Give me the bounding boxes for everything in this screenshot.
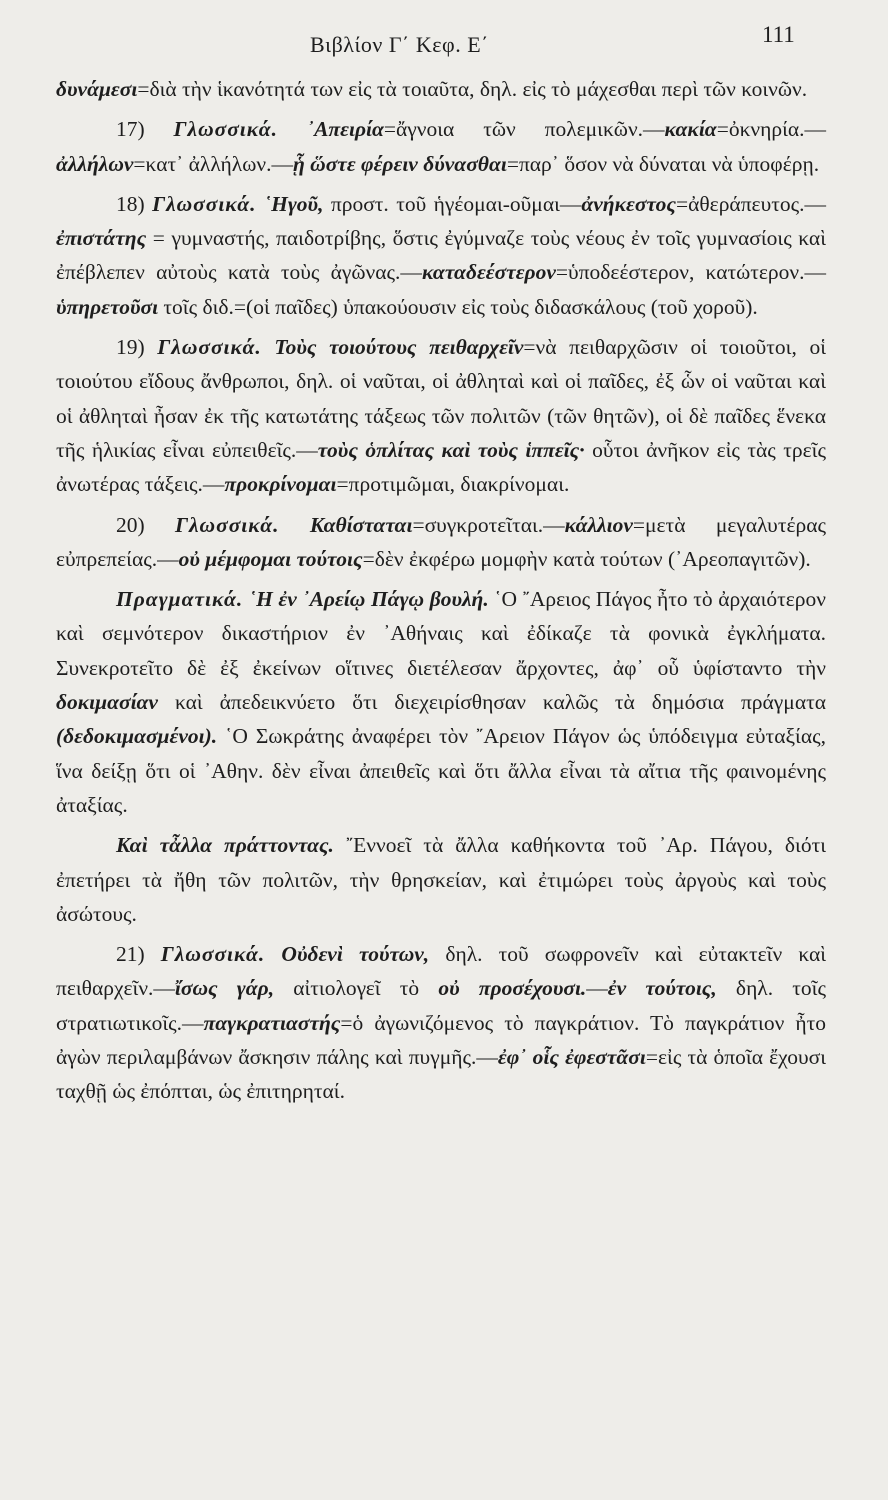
text-run: 19) (116, 335, 158, 360)
text-run: οὗτοι ἀνῆκον εἰς τὰς τρεῖς ἀνωτέρας τάξεις.— (56, 437, 826, 497)
text-run (280, 513, 310, 537)
section-label: Γλωσσικά. (152, 191, 257, 216)
section-label: Γλωσσικά. (160, 942, 266, 967)
paragraph-p18 (56, 187, 826, 324)
text-run: =ἀθεράπευτος.— (675, 191, 827, 216)
text-run: =παρ᾿ ὅσον νὰ δύναται νὰ ὑποφέρῃ. (506, 151, 820, 176)
text-run: 20) (116, 512, 176, 537)
lemma-text: καταδεέστερον (421, 260, 556, 285)
text-run (262, 335, 275, 359)
running-title: Βιβλίον Γ΄ Κεφ. Ε΄ (310, 32, 489, 57)
lemma-text: ἀνήκεστος (581, 191, 676, 216)
lemma-text: ἐν τούτοις, (607, 976, 717, 1001)
text-run: =εἰς τὰ ὁποῖα ἔχουσι ταχθῇ ὡς ἐπόπται, ὡς ἐπιτηρηταί. (56, 1045, 826, 1104)
paragraph-p0 (56, 72, 826, 106)
text-run (278, 117, 307, 141)
lemma-text: οὐ προσέχουσι. (438, 976, 587, 1001)
paragraph-p17 (56, 112, 826, 181)
paragraph-p19 (56, 330, 826, 501)
text-run: 21) (116, 942, 161, 967)
text-run: — (586, 976, 608, 1001)
paragraph-p21 (56, 937, 826, 1108)
text-run: =μετὰ μεγαλυτέρας εὐπρεπείας.— (56, 512, 827, 571)
text-run: δηλ. τοῦ σωφρονεῖν καὶ εὐτακτεῖν καὶ πειθαρχεῖν.— (56, 942, 827, 1001)
text-run (257, 192, 264, 216)
lemma-text: Τοὺς τοιούτους πειθαρχεῖν (274, 335, 524, 360)
lemma-text: παγκρατιαστής (203, 1010, 341, 1035)
lemma-text: (δεδοκιμασμένοι). (56, 724, 218, 749)
text-run: τοῖς διδ.=(οἱ παῖδες) ὑπακούουσιν εἰς τοὺς διδασκάλους (τοῦ χοροῦ). (158, 294, 758, 319)
lemma-text: ἀλλήλων (56, 151, 134, 176)
text-run: 18) (116, 191, 153, 216)
lemma-text: ἐπιστάτης (56, 226, 147, 251)
paragraph-pPrag (56, 582, 826, 822)
lemma-text: ᾗ ὥστε φέρειν δύνασθαι (292, 151, 507, 176)
paragraph-pKai (56, 828, 826, 931)
text-run: =νὰ πειθαρχῶσιν οἱ τοιοῦτοι, οἱ τοιούτου εἴδους ἄνθρωποι, δηλ. οἱ ναῦται, οἱ ἀθληταὶ καὶ οἱ παῖδες, ἐξ ὧν οἱ ναῦται καὶ οἱ ἀθληταὶ ἦσαν ἐκ τῆς κατωτάτης τάξεως τῶν πολιτῶν (τῶν θητῶν), οἱ δὲ παῖδες ἕνεκα τῆς ἡλικίας εἶναι εὐπειθεῖς.— (56, 335, 826, 462)
text-run: =διὰ τὴν ἱκανότητά των εἰς τὰ τοιαῦτα, δηλ. εἰς τὸ μάχεσθαι περὶ τῶν κοινῶν. (137, 77, 808, 101)
text-run: ῎Εννοεῖ τὰ ἄλλα καθήκοντα τοῦ ᾿Αρ. Πάγου, διότι ἐπετήρει τὰ ἤθη τῶν πολιτῶν, τὴν θρησκείαν, καὶ ἐτιμώρει τοὺς ἀργοὺς καὶ τοὺς ἀσώτους. (56, 833, 826, 926)
text-run: =ὑποδεέστερον, κατώτερον.— (555, 260, 826, 285)
text-run: =ἄγνοια τῶν πολεμικῶν.— (383, 117, 665, 142)
text-run: καὶ ἀπεδεικνύετο ὅτι διεχειρίσθησαν καλῶς τὰ δημόσια πράγματα (157, 690, 826, 715)
lemma-text: τοὺς ὁπλίτας καὶ τοὺς ἱππεῖς· (317, 437, 585, 462)
lemma-text: ὑπηρετοῦσι (56, 294, 159, 319)
text-run: 17) (116, 117, 174, 142)
lemma-text: ἐφ᾿ οἷς ἐφεστᾶσι (497, 1045, 646, 1070)
text-run: =ὁ ἀγωνιζόμενος τὸ παγκράτιον. Τὸ παγκράτιον ἦτο ἀγὼν περιλαμβάνων ἄσκησιν πάλης καὶ πυγμῆς.— (56, 1010, 826, 1070)
lemma-text: δοκιμασίαν (56, 690, 158, 715)
text-run: =δὲν ἐκφέρω μομφὴν κατὰ τούτων (᾿Αρεοπαγιτῶν). (362, 546, 811, 571)
text-run (265, 942, 281, 966)
section-label: Γλωσσικά. (157, 335, 262, 360)
lemma-text: δυνάμεσι (56, 77, 138, 101)
text-run: ῾Ο ῎Αρειος Πάγος ἦτο τὸ ἀρχαιότερον καὶ σεμνότερον δικαστήριον ἐν ᾿Αθήναις καὶ ἐδίκαζε τὰ φονικὰ ἐγκλήματα. Συνεκροτεῖτο δὲ ἐξ ἐκείνων οἵτινες διετέλεσαν ἄρχοντες, ἀφ᾿ οὗ ὑφίσταντο τὴν (56, 587, 826, 680)
lemma-text: οὐ μέμφομαι τούτοις (178, 546, 363, 571)
lemma-text: κάλλιον (564, 512, 633, 537)
text-run: =ὀκνηρία.— (716, 117, 827, 142)
text-run: δηλ. τοῖς στρατιωτικοῖς.— (56, 976, 826, 1035)
text-run: αἰτιολογεῖ τὸ (274, 976, 439, 1001)
lemma-text: προκρίνομαι (224, 472, 337, 497)
lemma-text: κακία (664, 117, 717, 142)
lemma-text: ἴσως γάρ, (174, 976, 275, 1001)
lemma-text: Οὐδενὶ τούτων, (281, 942, 430, 967)
page-number: 111 (762, 22, 795, 47)
body-text (56, 72, 826, 1109)
section-label: Γλωσσικά. (173, 117, 279, 142)
section-label: Πραγματικά. (116, 587, 244, 612)
text-run: προστ. τοῦ ἡγέομαι-οῦμαι— (323, 191, 582, 216)
section-label: Γλωσσικά. (175, 512, 280, 537)
text-run: ῾Ο Σωκράτης ἀναφέρει τὸν ῎Αρειον Πάγον ὡς ὑπόδειγμα εὐταξίας, ἵνα δείξῃ ὅτι οἱ ᾿Αθην. δὲν εἶναι ἀπειθεῖς καὶ ὅτι ἄλλα εἶναι τὰ αἴτια τῆς φαινομένης ἀταξίας. (56, 724, 826, 817)
lemma-text: ᾿Απειρία (306, 117, 384, 142)
lemma-text: ῾Η ἐν ᾿Αρείῳ Πάγῳ βουλή. (248, 587, 489, 612)
paragraph-p20 (56, 508, 826, 577)
lemma-text: Καθίσταται (309, 512, 413, 537)
lemma-text: Καὶ τἆλλα πράττοντας. (116, 833, 334, 858)
running-header (0, 18, 888, 58)
text-run: =προτιμῶμαι, διακρίνομαι. (336, 472, 570, 497)
text-run: = γυμναστής, παιδοτρίβης, ὅστις ἐγύμναζε τοὺς νέους ἐν τοῖς γυμνασίοις καὶ ἐπέβλεπεν αὐτοὺς κατὰ τοὺς ἀγῶνας.— (56, 226, 826, 285)
lemma-text: ῾Ηγοῦ, (263, 191, 324, 216)
text-run: =συγκροτεῖται.— (412, 512, 565, 537)
text-run: =κατ᾿ ἀλλήλων.— (133, 151, 293, 176)
